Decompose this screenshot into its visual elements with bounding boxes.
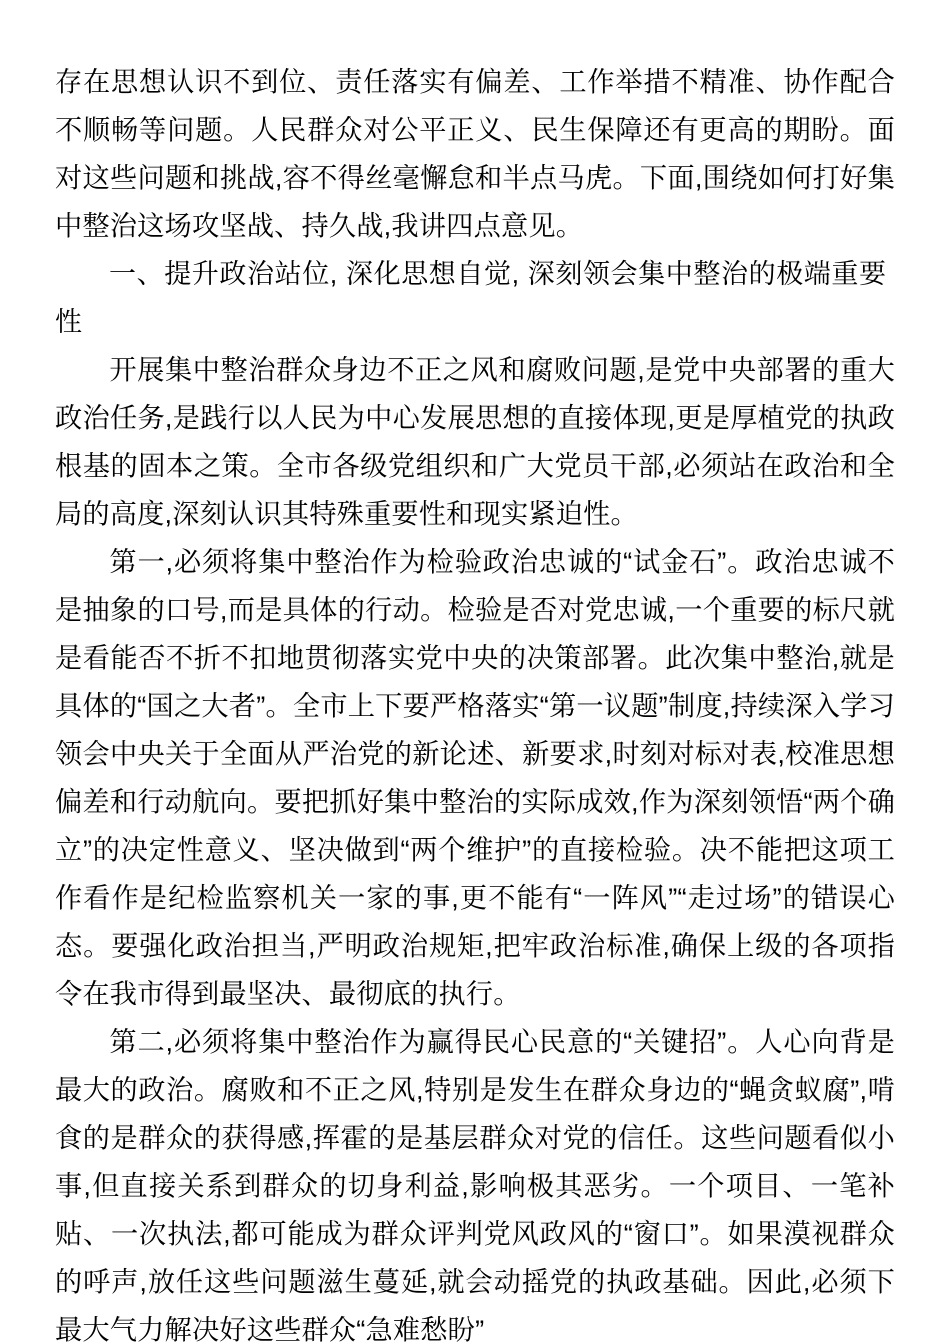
document-body (55, 58, 895, 1344)
paragraph-overview: 开展集中整治群众身边不正之风和腐败问题,是党中央部署的重大政治任务,是践行以人民为中心发展思想的直接体现,更是厚植党的执政根基的固本之策。全市各级党组织和广大党员干部,必须站在政治和全局的高度,深刻认识其特殊重要性和现实紧迫性。 (55, 354, 895, 529)
paragraph-point-one: 第一,必须将集中整治作为检验政治忠诚的“试金石”。政治忠诚不是抽象的口号,而是具体的行动。检验是否对党忠诚,一个重要的标尺就是看能否不折不扣地贯彻落实党中央的决策部署。此次集中整治,就是具体的“国之大者”。全市上下要严格落实“第一议题”制度,持续深入学习领会中央关于全面从严治党的新论述、新要求,时刻对标对表,校准思想偏差和行动航向。要把抓好集中整治的实际成效,作为深刻领悟“两个确立”的决定性意义、坚决做到“两个维护”的直接检验。决不能把这项工作看作是纪检监察机关一家的事,更不能有“一阵风”“走过场”的错误心态。要强化政治担当,严明政治规矩,把牢政治标准,确保上级的各项指令在我市得到最坚决、最彻底的执行。 (55, 546, 895, 1009)
section-heading-one: 一、提升政治站位, 深化思想自觉, 深刻领会集中整治的极端重要性 (55, 259, 887, 337)
paragraph-opening: 存在思想认识不到位、责任落实有偏差、工作举措不精准、协作配合不顺畅等问题。人民群众对公平正义、民生保障还有更高的期盼。面对这些问题和挑战,容不得丝毫懈怠和半点马虎。下面,围绕如何打好集中整治这场攻坚战、持久战,我讲四点意见。 (55, 66, 895, 241)
paragraph-point-two: 第二,必须将集中整治作为赢得民心民意的“关键招”。人心向背是最大的政治。腐败和不正之风,特别是发生在群众身边的“蝇贪蚁腐”,啃食的是群众的获得感,挥霍的是基层群众对党的信任。这些问题看似小事,但直接关系到群众的切身利益,影响极其恶劣。一个项目、一笔补贴、一次执法,都可能成为群众评判党风政风的“窗口”。如果漠视群众的呼声,放任这些问题滋生蔓延,就会动摇党的执政基础。因此,必须下最大气力解决好这些群众“急难愁盼” (55, 1026, 895, 1344)
